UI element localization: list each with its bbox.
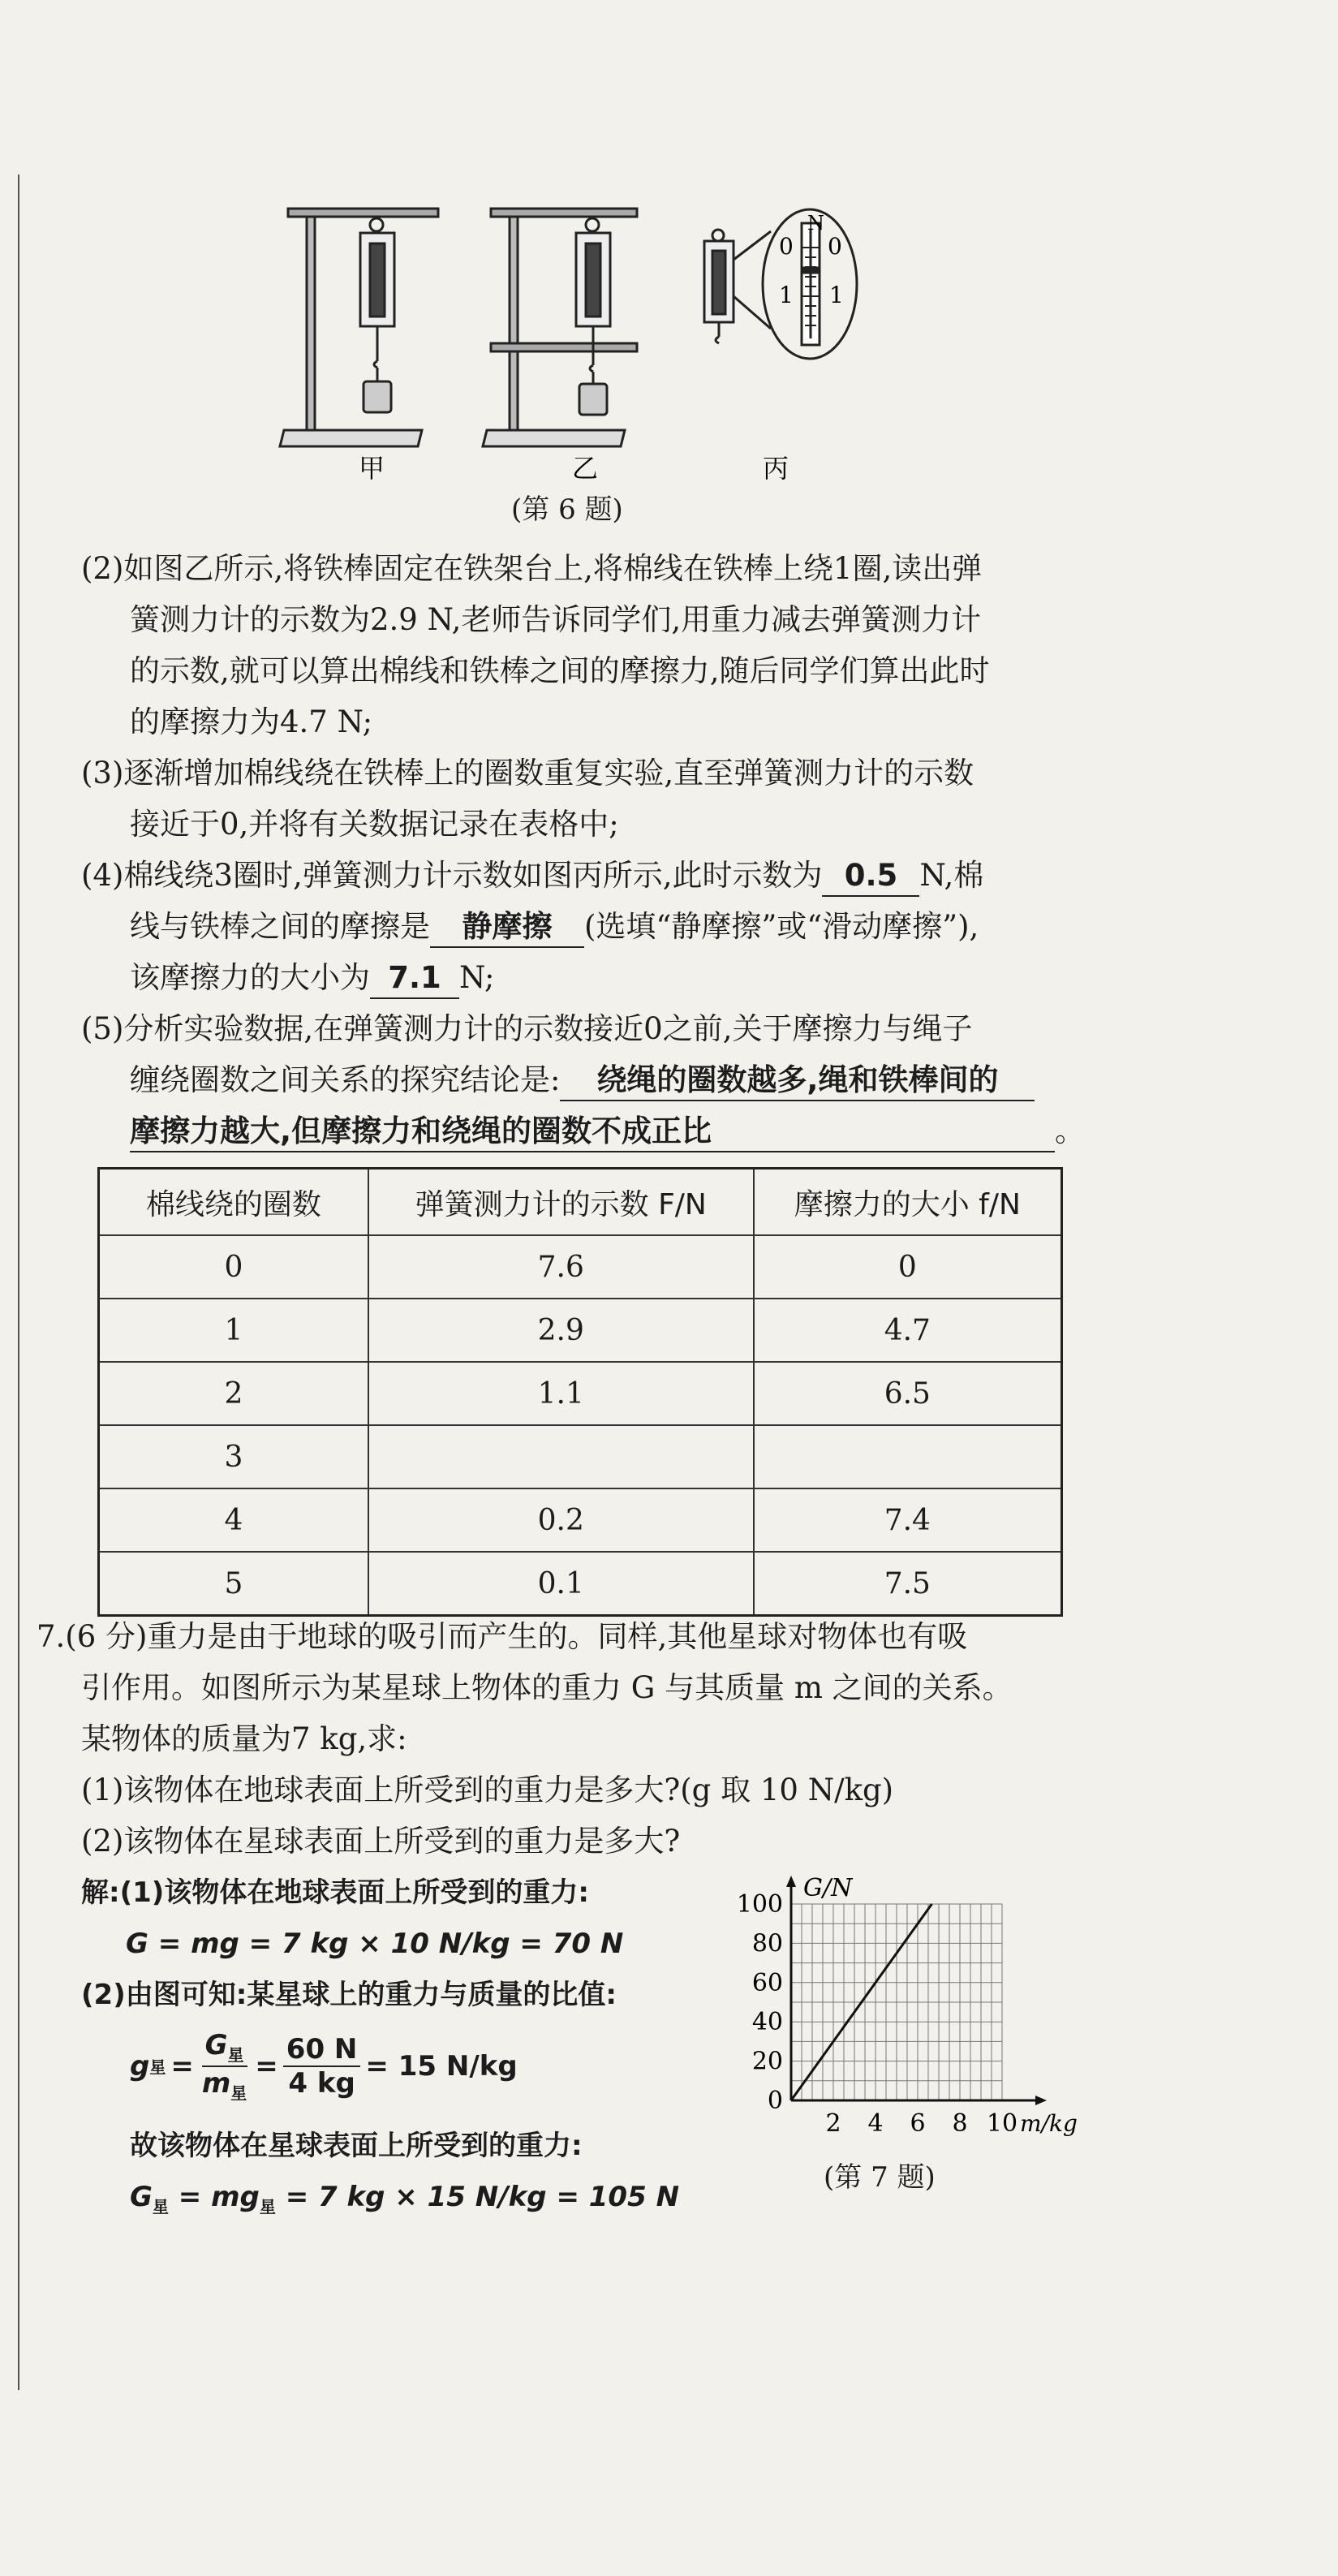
table-cell: 0 [754, 1235, 1062, 1299]
table-cell: 4.7 [754, 1299, 1062, 1362]
g-star-symbol: g [130, 2049, 150, 2083]
q6-p4-l3-post: N; [459, 960, 495, 995]
q7-stem-line1: 7.(6 分)重力是由于地球的吸引而产生的。同样,其他星球对物体也有吸 [37, 1619, 968, 1654]
q6-p5-line3 [130, 1112, 1085, 1152]
iron-bar-top-yi [491, 209, 637, 217]
q7-sub1: (1)该物体在地球表面上所受到的重力是多大?(g 取 10 N/kg) [81, 1773, 894, 1807]
q6-p4-line3 [130, 958, 495, 999]
table-row [99, 1552, 1062, 1616]
table-row [99, 1362, 1062, 1425]
frac2-den: 4 kg [288, 2066, 355, 2100]
table-cell: 2 [99, 1362, 368, 1425]
q6-p5-line1: (5)分析实验数据,在弹簧测力计的示数接近0之前,关于摩擦力与绳子 [81, 1011, 973, 1046]
label-jia: 甲 [359, 453, 385, 484]
y-tick-label: 20 [751, 2047, 783, 2076]
table-cell: 0.1 [368, 1552, 754, 1616]
l6-lhs-sub: 星 [152, 2196, 169, 2216]
table-cell [754, 1425, 1062, 1488]
q6-p5-line2 [130, 1061, 1035, 1101]
dial-pointer [804, 268, 817, 273]
q6-p3-line2: 接近于0,并将有关数据记录在表格中; [130, 807, 619, 842]
dial-left-tick-0: 0 [779, 233, 794, 260]
table-cell: 7.5 [754, 1552, 1062, 1616]
table-row [99, 1299, 1062, 1362]
table-cell: 5 [99, 1552, 368, 1616]
ratio-equation: g 星 = $G_星$ $m_星$ = $\frac{60 N}{4 kg}$ = 15 N/kg [130, 2029, 518, 2103]
weight-jia [364, 381, 391, 412]
q6-p2-line3: 的示数,就可以算出棉线和铁棒之间的摩擦力,随后同学们算出此时 [130, 653, 990, 688]
answer-conclusion-2: 摩擦力越大,但摩擦力和绕绳的圈数不成正比 [130, 1112, 1055, 1152]
q6-p4-l2-pre: 线与铁棒之间的摩擦是 [130, 909, 430, 944]
l6-mid: = mg [168, 2181, 260, 2213]
q6-p4-l3-pre: 该摩擦力的大小为 [130, 960, 370, 995]
table-cell: 0.2 [368, 1488, 754, 1552]
stand-base-jia [280, 430, 422, 446]
solution-line5: 故该物体在星球表面上所受到的重力: [130, 2130, 583, 2162]
table-header: 摩擦力的大小 f/N [754, 1169, 1062, 1236]
table-row [99, 1425, 1062, 1488]
y-tick-label: 0 [767, 2087, 783, 2115]
table-cell: 4 [99, 1488, 368, 1552]
q7-stem-line3: 某物体的质量为7 kg,求: [81, 1721, 407, 1756]
q6-p2-line1: (2)如图乙所示,将铁棒固定在铁架台上,将棉线在铁棒上绕1圈,读出弹 [81, 551, 983, 586]
figure-6 [268, 166, 893, 491]
table-cell: 7.6 [368, 1235, 754, 1299]
answer-conclusion-1: 绕绳的圈数越多,绳和铁棒间的 [560, 1061, 1035, 1101]
answer-friction-type: 静摩擦 [430, 907, 584, 948]
x-tick-label: 4 [867, 2109, 884, 2138]
q6-p3-line1: (3)逐渐增加棉线绕在铁棒上的圈数重复实验,直至弹簧测力计的示数 [81, 756, 974, 790]
table-cell: 2.9 [368, 1299, 754, 1362]
q6-p4-l1-pre: (4)棉线绕3圈时,弹簧测力计示数如图丙所示,此时示数为 [81, 858, 823, 893]
y-axis-label: G/N [803, 1875, 853, 1902]
table-header: 弹簧测力计的示数 F/N [368, 1169, 754, 1236]
iron-bar-jia [288, 209, 438, 217]
q7-sub2: (2)该物体在星球表面上所受到的重力是多大? [81, 1824, 681, 1859]
y-axis-arrow [786, 1876, 796, 1887]
label-yi: 乙 [572, 453, 599, 484]
ratio-result: = 15 N/kg [365, 2049, 518, 2083]
y-tick-label: 100 [736, 1890, 783, 1919]
dial-right-tick-0: 0 [828, 233, 842, 260]
q6-p2-line2: 簧测力计的示数为2.9 N,老师告诉同学们,用重力减去弹簧测力计 [130, 602, 982, 637]
frac1-den-sub: 星 [230, 2083, 247, 2103]
dial-unit: N [807, 212, 824, 235]
figure7-caption: (第 7 题) [824, 2161, 936, 2194]
y-tick-label: 40 [751, 2008, 783, 2037]
stand-base-yi [483, 430, 625, 446]
stand-rod-yi [510, 211, 518, 430]
frac2-num: 60 N [283, 2033, 361, 2067]
answer-friction-value: 7.1 [370, 958, 459, 999]
g-m-chart [730, 1875, 1087, 2143]
subscript-star: 星 [149, 2057, 166, 2078]
y-tick-label: 60 [751, 1968, 783, 1997]
table-cell: 1.1 [368, 1362, 754, 1425]
q6-p4-l2-post: (选填“静摩擦”或“滑动摩擦”), [584, 909, 979, 944]
frac1-num: G [204, 2029, 228, 2061]
fraction-60-over-4 [283, 2033, 361, 2100]
solution-line6 [130, 2178, 679, 2226]
label-bing: 丙 [763, 453, 789, 484]
answer-reading: 0.5 [822, 856, 919, 897]
frac1-num-sub: 星 [227, 2044, 244, 2065]
left-margin-rule [18, 174, 19, 2390]
frac1-den: m [201, 2066, 231, 2100]
solution-line1: 解:(1)该物体在地球表面上所受到的重力: [81, 1876, 589, 1909]
iron-bar-lower-yi [491, 343, 637, 351]
solution-line2: G = mg = 7 kg × 10 N/kg = 70 N [126, 1928, 624, 1960]
q6-p4-line1 [81, 856, 983, 897]
x-tick-label: 2 [825, 2109, 841, 2138]
fraction-G-over-m [199, 2029, 250, 2104]
stand-rod-jia [307, 211, 315, 430]
solution-line3: (2)由图可知:某星球上的重力与质量的比值: [81, 1979, 617, 2011]
table-cell: 0 [99, 1235, 368, 1299]
x-axis-label: m/kg [1020, 2110, 1078, 2137]
table-header: 棉线绕的圈数 [99, 1169, 368, 1236]
x-tick-label: 10 [986, 2109, 1018, 2138]
q6-p4-l1-post: N,棉 [919, 858, 984, 893]
table-cell [368, 1425, 754, 1488]
table-cell: 7.4 [754, 1488, 1062, 1552]
weight-yi [579, 384, 607, 415]
l6-rhs: = 7 kg × 15 N/kg = 105 N [275, 2181, 680, 2213]
q7-stem-line2: 引作用。如图所示为某星球上物体的重力 G 与其质量 m 之间的关系。 [81, 1670, 1013, 1705]
q6-p4-line2 [130, 907, 979, 948]
figure6-caption: (第 6 题) [511, 493, 623, 526]
x-tick-label: 8 [952, 2109, 968, 2138]
dial-left-tick-1: 1 [779, 282, 794, 308]
dial-right-tick-1: 1 [829, 282, 844, 308]
x-tick-label: 6 [910, 2109, 926, 2138]
data-table [97, 1167, 1063, 1617]
q6-p5-l2-pre: 缠绕圈数之间关系的探究结论是: [130, 1062, 561, 1097]
table-cell: 6.5 [754, 1362, 1062, 1425]
l6-mid-sub: 星 [259, 2196, 276, 2216]
table-row [99, 1488, 1062, 1552]
table-cell: 1 [99, 1299, 368, 1362]
table-header-row [99, 1169, 1062, 1236]
q6-p5-l3-post: 。 [1055, 1114, 1085, 1148]
l6-lhs: G [130, 2181, 153, 2213]
table-cell: 3 [99, 1425, 368, 1488]
x-axis-arrow [1035, 2096, 1047, 2105]
q6-p2-line4: 的摩擦力为4.7 N; [130, 704, 373, 739]
y-tick-label: 80 [751, 1929, 783, 1958]
table-row [99, 1235, 1062, 1299]
